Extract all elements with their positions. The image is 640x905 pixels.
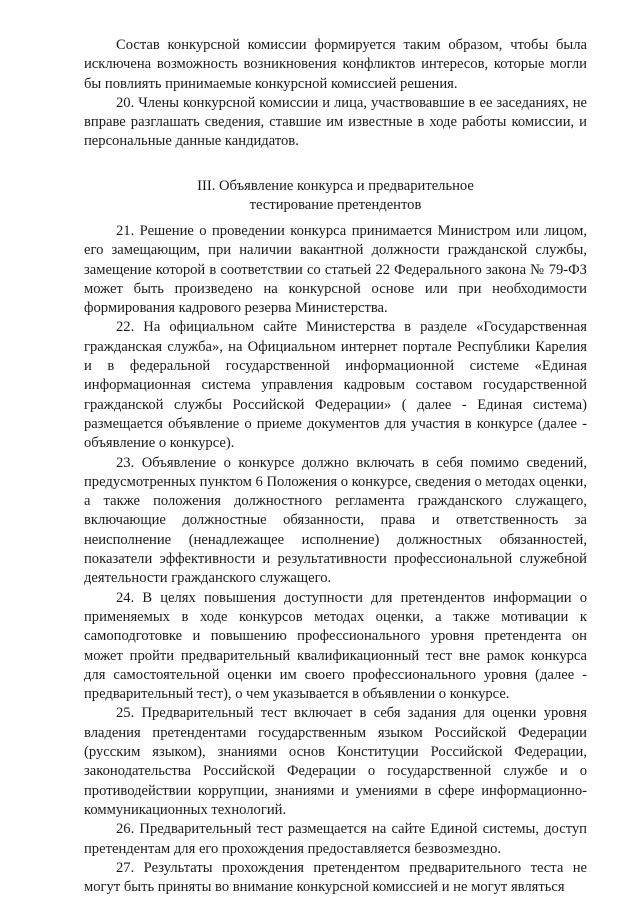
paragraph-20: 20. Члены конкурсной комиссии и лица, участвовавшие в ее заседаниях, не вправе разглашать сведения, ставшие им известные в ходе работы комиссии, и персональные данные кандидатов.	[84, 94, 587, 150]
section-heading	[84, 177, 587, 216]
paragraph-25: 25. Предварительный тест включает в себя задания для оценки уровня владения претендентами государственным языком Российской Федерации (русским языком), знаниями основ Конституции Российской Федерации, законодательства Российской Федерации о государственной службе и о противодействии коррупции, знаниями и умениями в сфере информационно-коммуникационных технологий.	[84, 705, 587, 818]
section-heading-text	[84, 177, 587, 216]
section-heading-line2: тестирование претендентов	[249, 197, 422, 214]
paragraph-24: 24. В целях повышения доступности для претендентов информации о применяемых в ходе конкурсов методах оценки, а также мотивации к самоподготовке и повышению профессионального уровня претендента он может пройти предварительный квалификационный тест вне рамок конкурса для самостоятельной оценки им своего профессионального уровня (далее - предварительный тест), о чем указывается в объявлении о конкурсе.	[84, 589, 587, 703]
paragraph-21: 21. Решение о проведении конкурса принимается Министром или лицом, его замещающим, при наличии вакантной должности гражданской службы, замещение которой в соответствии со статьей 22 Федерального закона № 79-ФЗ может быть произведено на конкурсной основе или при необходимости формирования кадрового резерва Министерства.	[84, 223, 587, 317]
section-heading-line1: III. Объявление конкурса и предварительное	[197, 178, 474, 194]
paragraph-26: 26. Предварительный тест размещается на сайте Единой системы, доступ претендентам для его прохождения предоставляется безвозмездно.	[84, 821, 587, 857]
paragraph-22: 22. На официальном сайте Министерства в разделе «Государственная гражданская служба», на Официальном интернет портале Республики Карелия и в федеральной государственной информационной системе «Единая информационная система управления кадровым составом государственной гражданской службы Российской Федерации» ( далее - Единая система) размещается объявление о приеме документов для участия в конкурсе (далее - объявление о конкурсе).	[84, 319, 587, 452]
main-paragraphs	[84, 222, 587, 897]
paragraph-commission-composition: Состав конкурсной комиссии формируется таким образом, чтобы была исключена возможность возникновения конфликтов интересов, которые могли бы повлиять принимаемые конкурсной комиссией решения.	[84, 37, 587, 92]
top-paragraphs	[84, 36, 587, 152]
paragraph-23: 23. Объявление о конкурсе должно включать в себя помимо сведений, предусмотренных пунктом 6 Положения о конкурсе, сведения о методах оценки, а также положения должностного регламента гражданского служащего, включающие должностные обязанности, права и ответственность за неисполнение (ненадлежащее исполнение) должностных обязанностей, показатели эффективности и результативности профессиональной служебной деятельности гражданского служащего.	[84, 454, 587, 587]
paragraph-27: 27. Результаты прохождения претендентом предварительного теста не могут быть приняты во внимание конкурсной комиссией и не могут являться	[84, 859, 587, 896]
